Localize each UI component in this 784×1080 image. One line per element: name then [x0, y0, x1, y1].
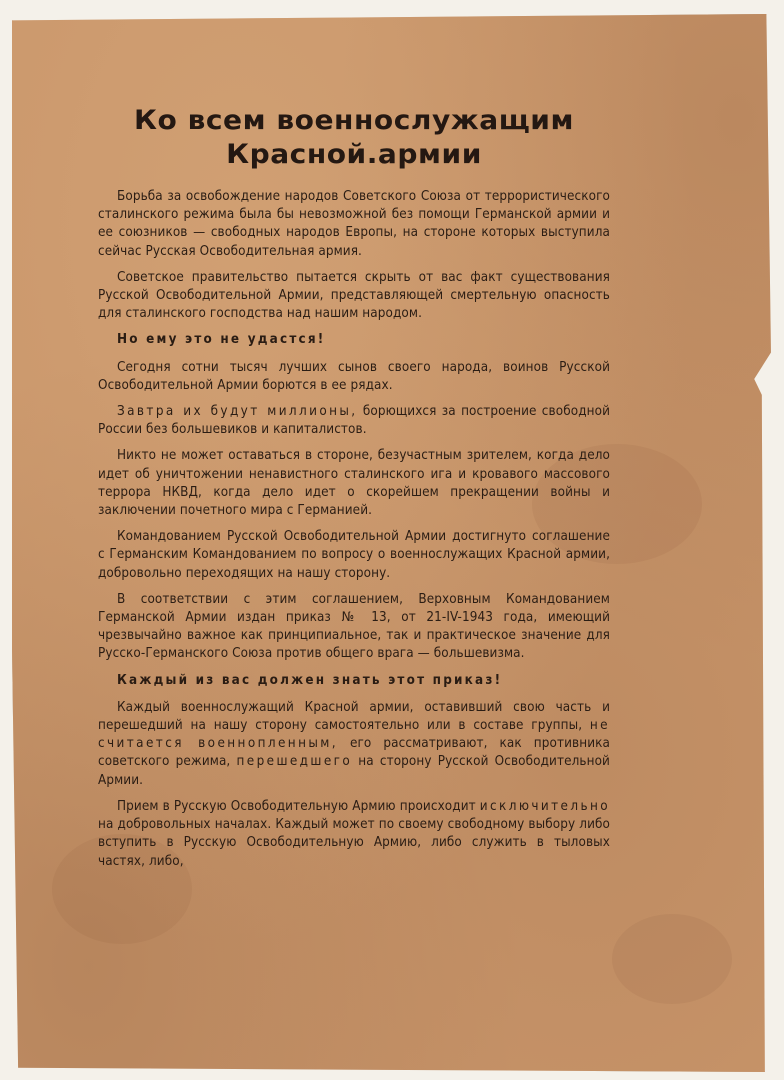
paragraph-4	[98, 403, 610, 439]
paragraph-1: Борьба за освобождение народов Советского Союза от террористического сталинского режима была бы невозможной без помощи Германской армии и ее союзников — свободных народов Европы, на стороне которых выступила сейчас Русская Освободительная армия.	[98, 189, 610, 259]
paper-stain	[612, 914, 732, 1004]
paragraph-9	[98, 798, 610, 871]
title-line-1: Ко всем военнослужащим	[134, 105, 574, 136]
callout-2: Каждый из вас должен знать этот приказ!	[117, 672, 503, 688]
paragraph-9-c: на добровольных началах. Каждый может по своему свободному выбору либо вступить в Русскую Освободительную Армию, либо служить в тыловых частях, либо,	[98, 817, 610, 869]
paragraph-9-emphasis: исключительно	[479, 798, 610, 814]
callout-1: Но ему это не удастся!	[117, 332, 326, 348]
paragraph-8-emphasis-2: перешедшего	[236, 754, 353, 770]
paragraph-8	[98, 699, 610, 790]
paragraph-7: В соответствии с этим соглашением, Верховным Командованием Германской Армии издан приказ № 13, от 21-IV-1943 года, имеющий чрезвычайно важное как принципиальное, так и практическое значение для Русско-Германского Союза против общего врага — большевизма.	[98, 591, 610, 662]
leaflet-text	[98, 104, 610, 879]
paragraph-8-emphasis-1: не считается военнопленным,	[98, 718, 610, 752]
document-title	[88, 104, 620, 172]
paragraph-4-emphasis: Завтра их будут миллионы,	[117, 404, 358, 420]
paragraph-8-e: на сторону Русской Освободительной Армии.	[98, 754, 610, 788]
paragraph-8-a: Каждый военнослужащий Красной армии, оставивший свою часть и перешедший на нашу сторону самостоятельно или в составе группы,	[98, 699, 610, 734]
paragraph-8-c: его рассматривают, как противника советского режима,	[98, 736, 610, 770]
paragraph-4-rest: борющихся за построение свободной России без большевиков и капиталистов.	[98, 404, 610, 438]
paragraph-2: Советское правительство пытается скрыть от вас факт существования Русской Освободительной Армии, представляющей смертельную опасность для сталинского господства над нашим народом.	[98, 269, 610, 322]
paragraph-6: Командованием Русской Освободительной Армии достигнуто соглашение с Германским Командованием по вопросу о военнослужащих Красной армии, добровольно переходящих на нашу сторону.	[98, 529, 610, 581]
paragraph-9-a: Прием в Русскую Освободительную Армию происходит	[117, 798, 480, 814]
title-line-2: Красной.армии	[226, 139, 482, 170]
paragraph-5: Никто не может оставаться в стороне, безучастным зрителем, когда дело идет об уничтожении ненавистного сталинского ига и кровавого массового террора НКВД, когда дело идет о скорейшем прекращении войны и заключении почетного мира с Германией.	[98, 448, 610, 519]
paragraph-3: Сегодня сотни тысяч лучших сынов своего народа, воинов Русской Освободительной Армии борются в ее рядах.	[98, 359, 610, 393]
